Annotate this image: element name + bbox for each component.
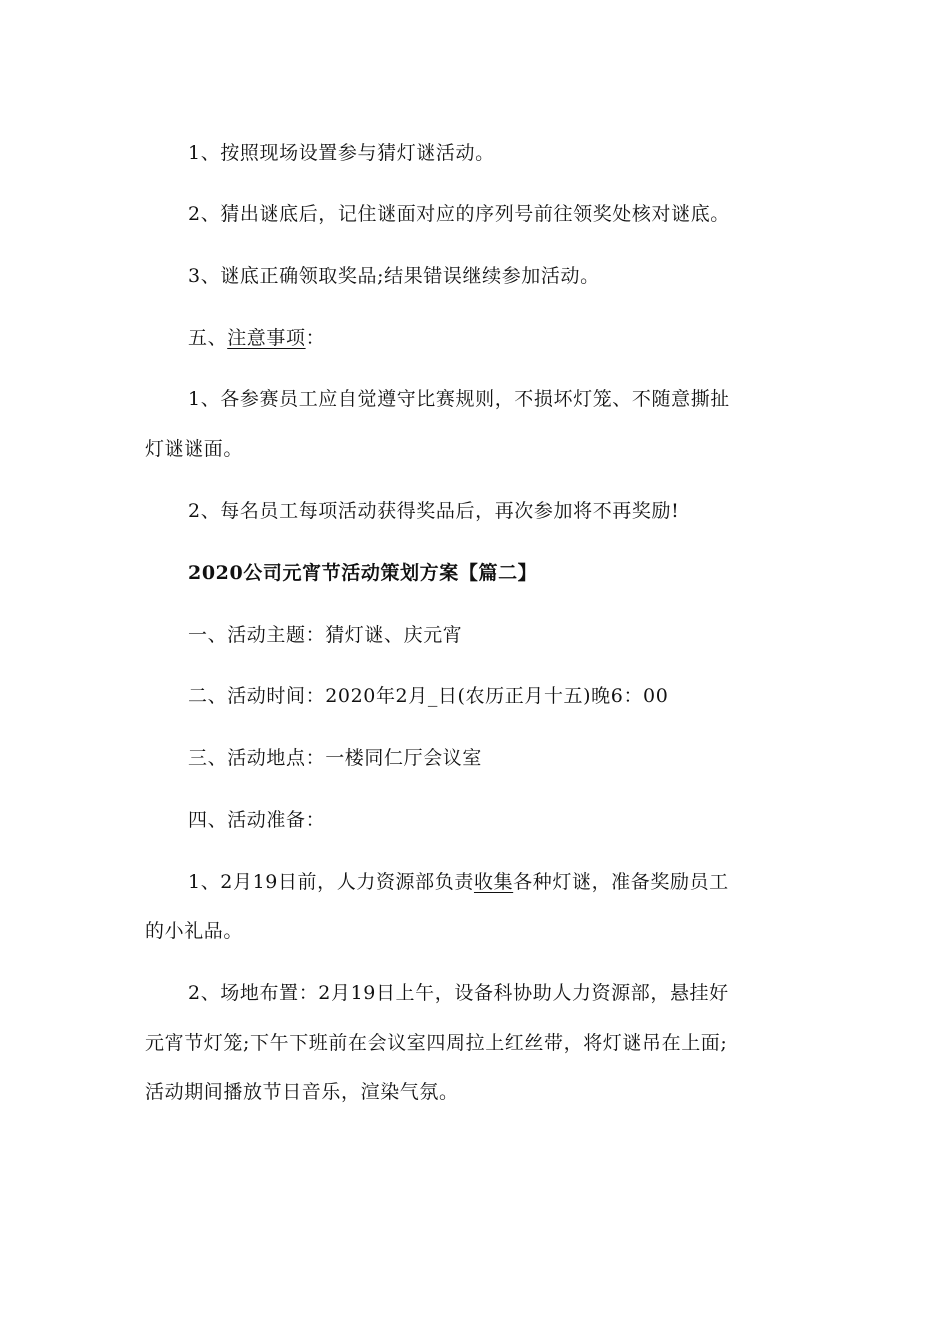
rule-item-3: 3、谜底正确领取奖品;结果错误继续参加活动。 — [188, 265, 600, 287]
prep-item-2-line-1: 2、场地布置：2月19日上午，设备科协助人力资源部，悬挂好 — [188, 982, 729, 1004]
prep-item-1-suffix: 各种灯谜，准备奖励员工 — [513, 871, 729, 893]
prep-item-2-line-3: 活动期间播放节日音乐，渲染气氛。 — [145, 1081, 459, 1103]
notes-heading — [188, 326, 858, 350]
prep-item-1-underlined: 收集 — [473, 871, 514, 893]
activity-time: 二、活动时间：2020年2月_日(农历正月十五)晚6：00 — [188, 685, 669, 707]
notes-item-1-line-2: 灯谜谜面。 — [145, 438, 244, 460]
prep-item-1-line-1 — [188, 870, 858, 894]
notes-item-2: 2、每名员工每项活动获得奖品后，再次参加将不再奖励! — [188, 500, 680, 522]
activity-prep-heading: 四、活动准备： — [188, 809, 326, 831]
rule-item-2: 2、猜出谜底后，记住谜面对应的序列号前往领奖处核对谜底。 — [188, 203, 730, 225]
prep-item-1-prefix: 1、2月19日前，人力资源部负责 — [188, 871, 474, 893]
rule-item-1: 1、按照现场设置参与猜灯谜活动。 — [188, 142, 495, 164]
notes-heading-suffix: ： — [305, 327, 326, 349]
notes-item-1-line-1: 1、各参赛员工应自觉遵守比赛规则，不损坏灯笼、不随意撕扯 — [188, 388, 730, 410]
notes-heading-prefix: 五、 — [188, 327, 228, 349]
activity-theme: 一、活动主题：猜灯谜、庆元宵 — [188, 624, 463, 646]
prep-item-1-line-2: 的小礼品。 — [145, 920, 244, 942]
activity-place: 三、活动地点：一楼同仁厅会议室 — [188, 747, 483, 769]
notes-heading-link: 注意事项 — [227, 327, 306, 349]
part-two-title: 2020公司元宵节活动策划方案【篇二】 — [188, 562, 538, 584]
prep-item-2-line-2: 元宵节灯笼;下午下班前在会议室四周拉上红丝带，将灯谜吊在上面; — [145, 1032, 728, 1054]
